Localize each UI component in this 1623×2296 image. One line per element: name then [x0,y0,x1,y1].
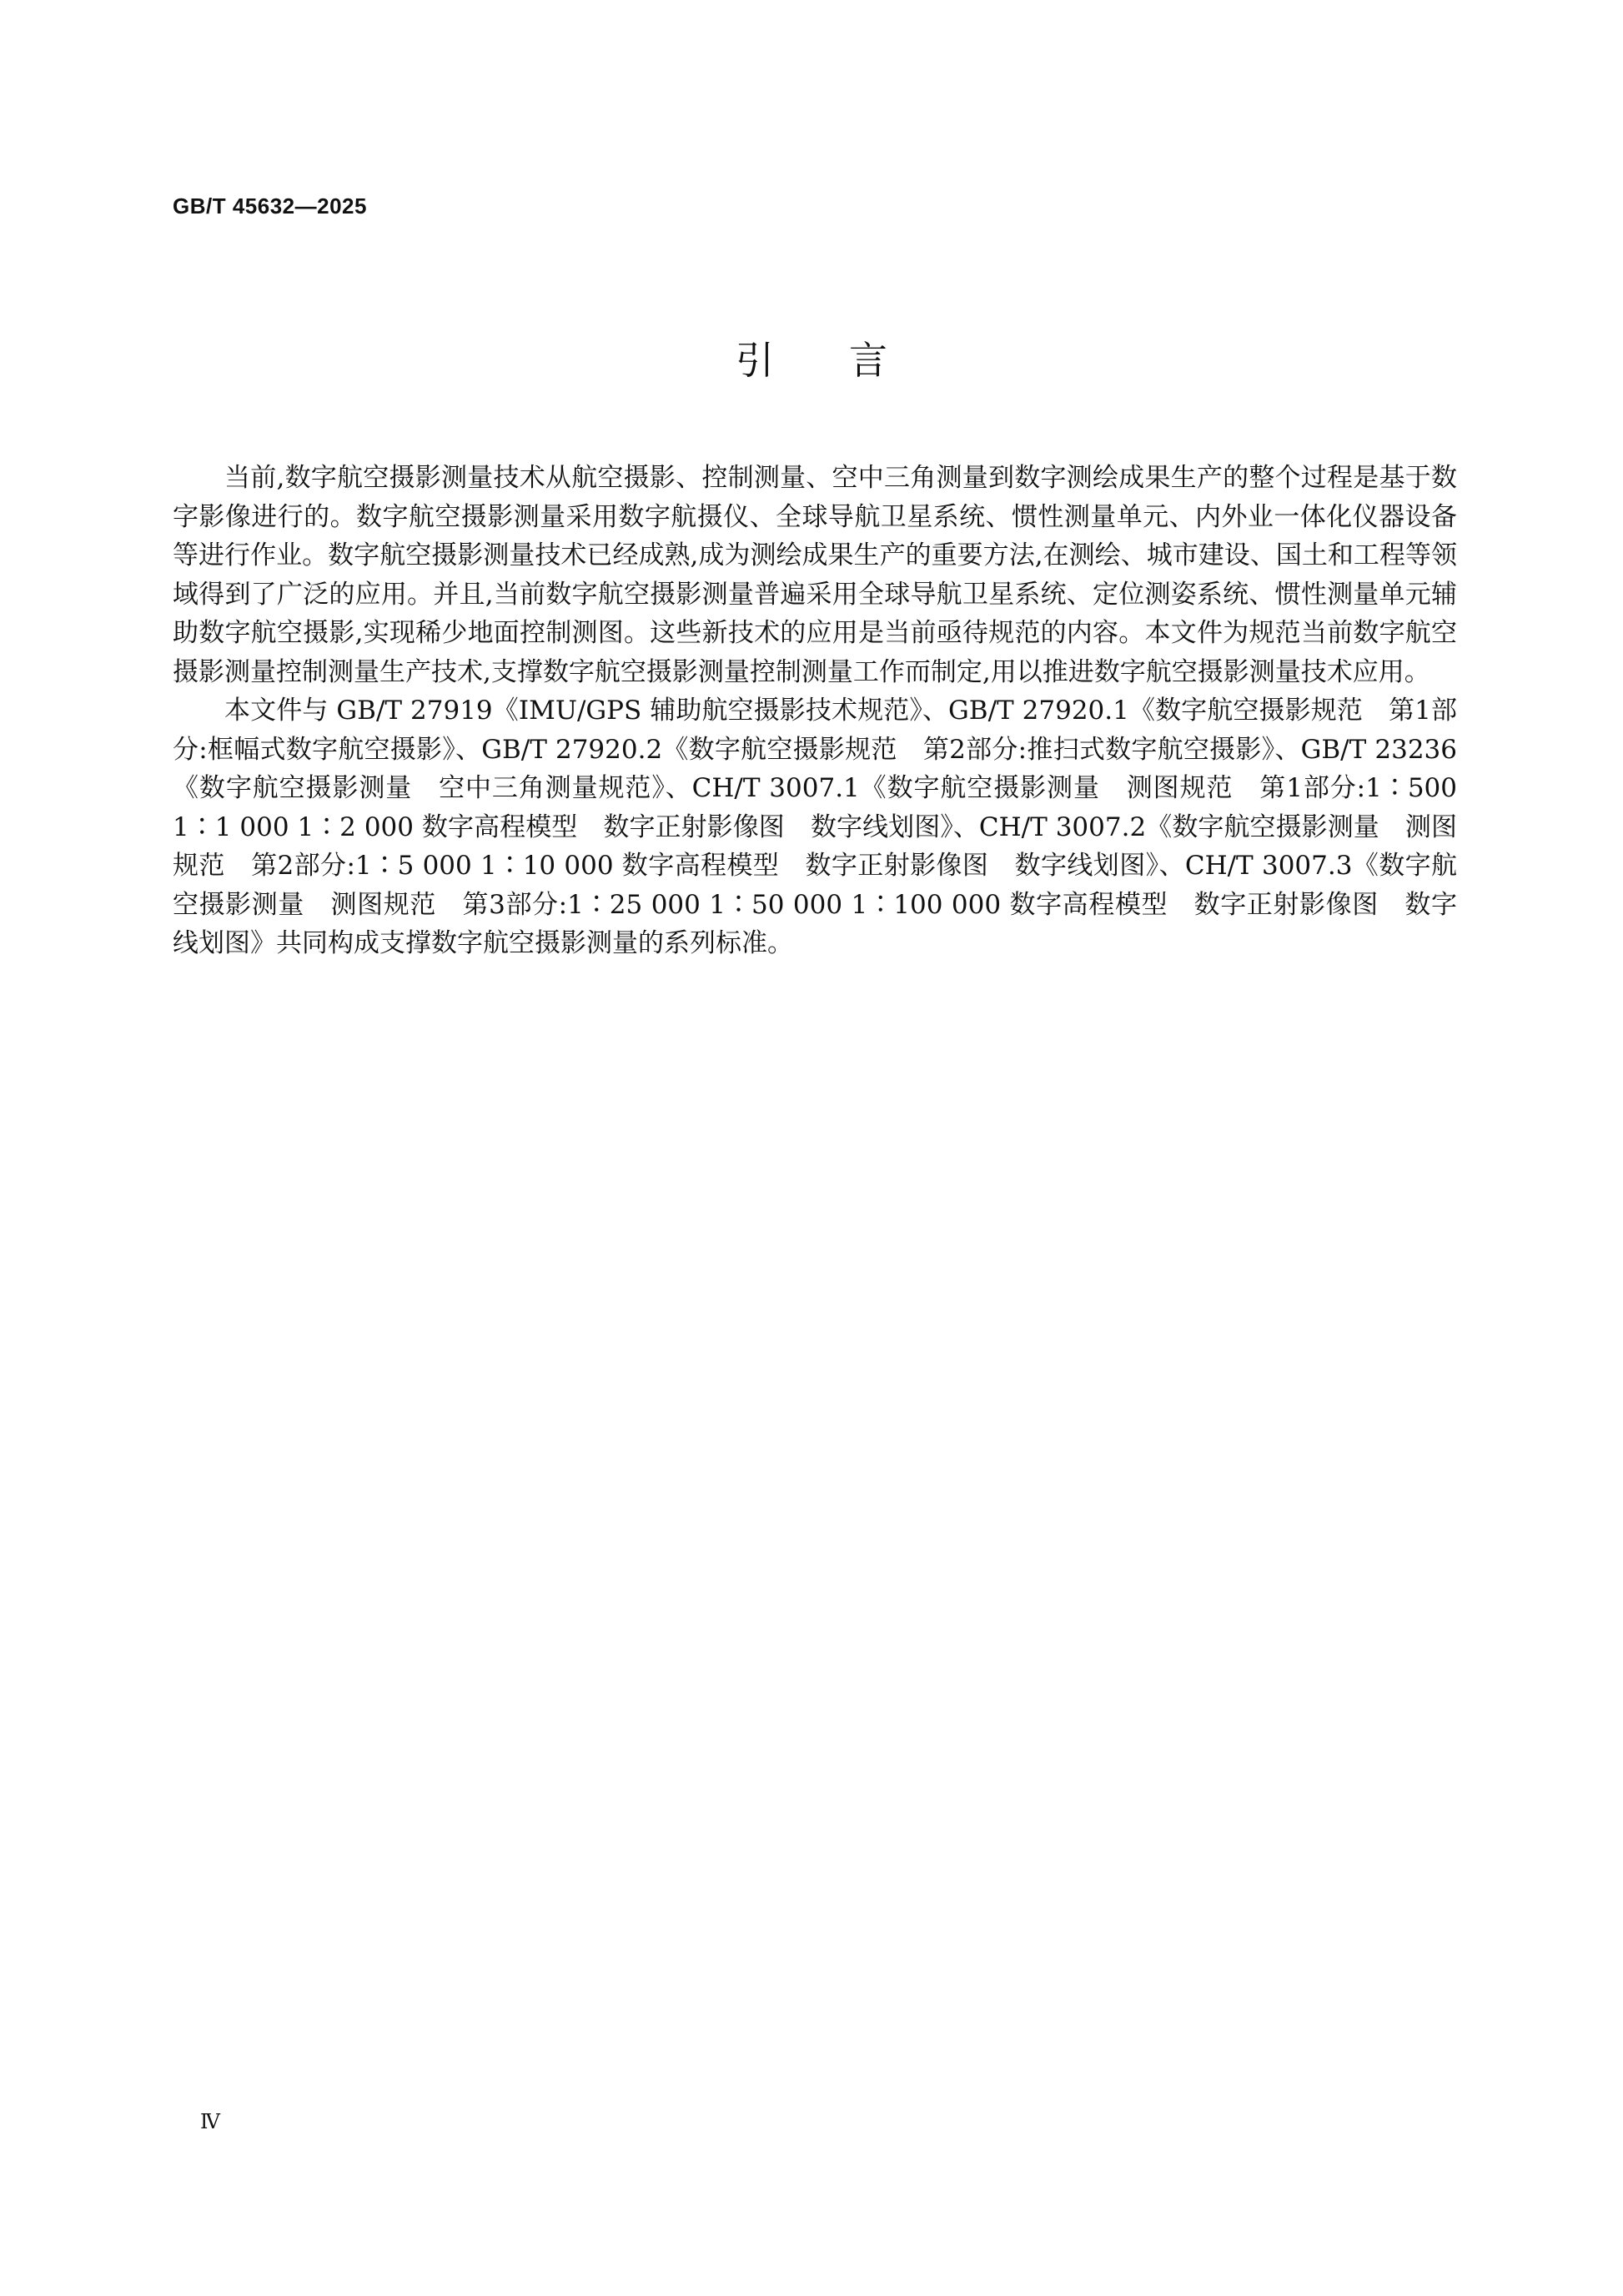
standard-code: GB/T 45632—2025 [173,193,367,219]
paragraph-2: 本文件与 GB/T 27919《IMU/GPS 辅助航空摄影技术规范》、GB/T 27920.1《数字航空摄影规范 第1部分:框幅式数字航空摄影》、GB/T 27920.2《数字航空摄影规范 第2部分:推扫式数字航空摄影》、GB/T 23236《数字航空摄影测量 空中三角测量规范》、CH/T 3007.1《数字航空摄影测量 测图规范 第1部分:1∶500 1∶1 000 1∶2 000 数字高程模型 数字正射影像图 数字线划图》、CH/T 3007.2《数字航空摄影测量 测图规范 第2部分:1∶5 000 1∶10 000 数字高程模型 数字正射影像图 数字线划图》、CH/T 3007.3《数字航空摄影测量 测图规范 第3部分:1∶25 000 1∶50 000 1∶100 000 数字高程模型 数字正射影像图 数字线划图》共同构成支撑数字航空摄影测量的系列标准。 [173,696,1465,958]
paragraph-1: 当前,数字航空摄影测量技术从航空摄影、控制测量、空中三角测量到数字测绘成果生产的整个过程是基于数字影像进行的。数字航空摄影测量采用数字航摄仪、全球导航卫星系统、惯性测量单元、内外业一体化仪器设备等进行作业。数字航空摄影测量技术已经成熟,成为测绘成果生产的重要方法,在测绘、城市建设、国土和工程等领域得到了广泛的应用。并且,当前数字航空摄影测量普遍采用全球导航卫星系统、定位测姿系统、惯性测量单元辅助数字航空摄影,实现稀少地面控制测图。这些新技术的应用是当前亟待规范的内容。本文件为规范当前数字航空摄影测量控制测量生产技术,支撑数字航空摄影测量控制测量工作而制定,用以推进数字航空摄影测量技术应用。 [173,463,1457,687]
page-number: Ⅳ [200,2110,220,2133]
section-title: 引言 [736,338,962,383]
body-text [173,459,1465,963]
